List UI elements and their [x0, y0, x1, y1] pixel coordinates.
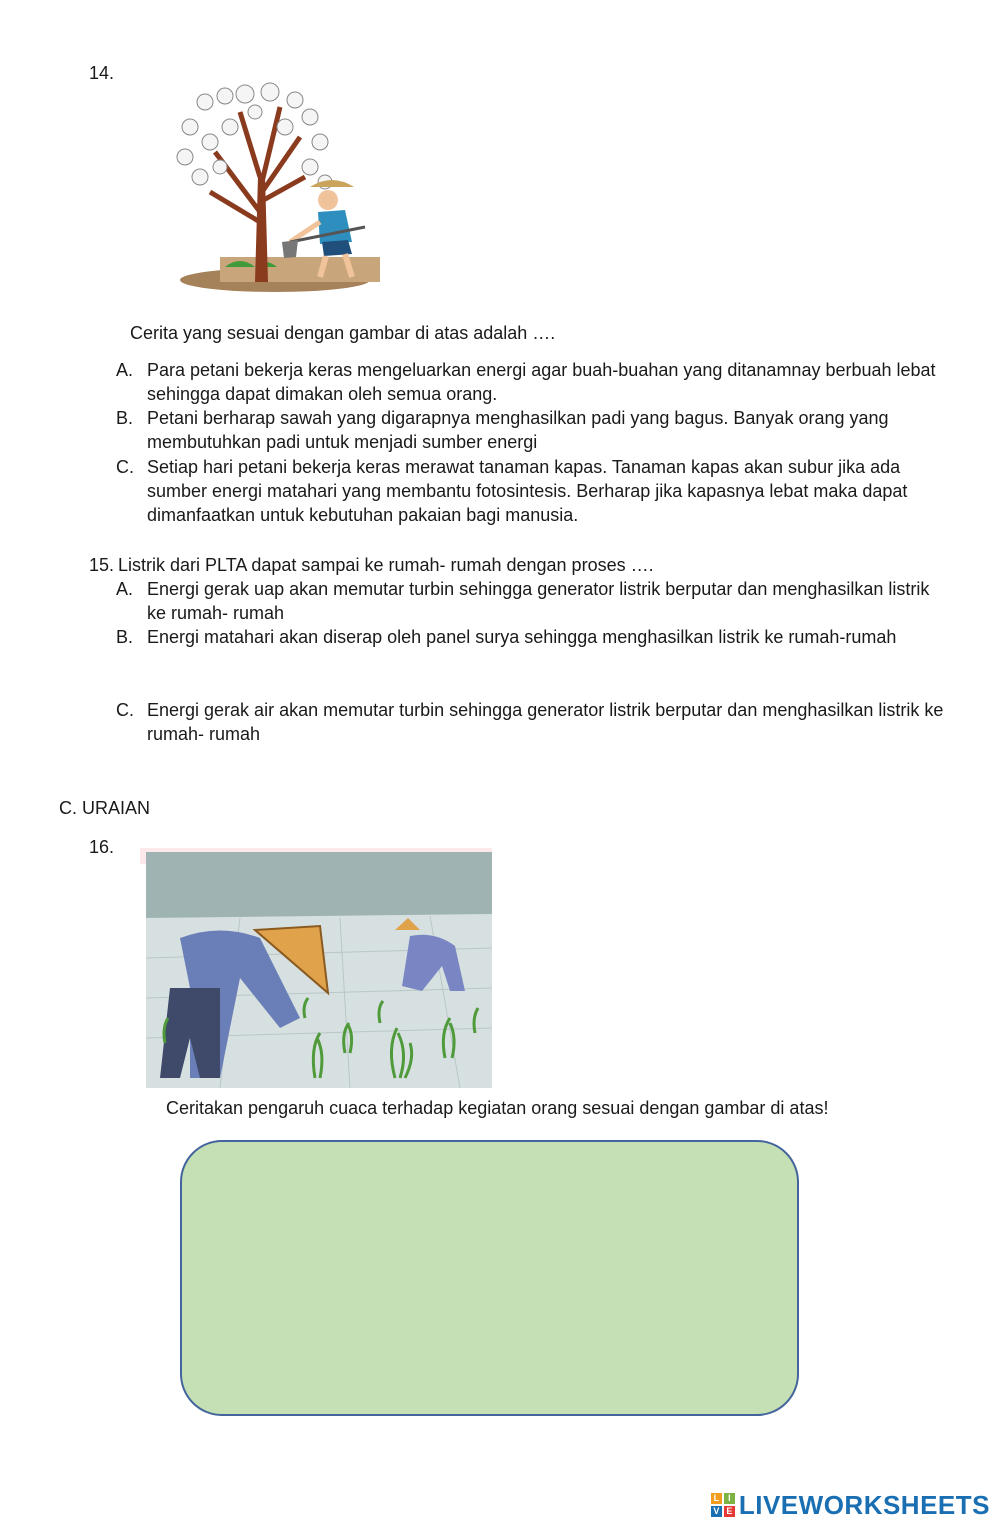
rice-planting-illustration: [140, 848, 492, 1088]
question-15-number: 15.: [89, 555, 115, 575]
logo-letter: I: [724, 1493, 735, 1504]
answer-textarea[interactable]: [180, 1140, 799, 1416]
liveworksheets-logo: [711, 1490, 990, 1520]
option-letter: C.: [116, 457, 134, 477]
option-text: Energi gerak uap akan memutar turbin sehingga generator listrik berputar dan menghasilkan listrik ke rumah- rumah: [147, 579, 930, 623]
question-14-option-b[interactable]: [116, 406, 946, 454]
option-text: Energi gerak air akan memutar turbin sehingga generator listrik berputar dan menghasilkan listrik ke rumah- rumah: [147, 700, 944, 744]
option-letter: A.: [116, 579, 134, 599]
option-text: Petani berharap sawah yang digarapnya menghasilkan padi yang bagus. Banyak orang yang membutuhkan padi untuk menjadi sumber energi: [147, 408, 889, 452]
question-16-prompt: Ceritakan pengaruh cuaca terhadap kegiatan orang sesuai dengan gambar di atas!: [166, 1098, 829, 1118]
option-text: Para petani bekerja keras mengeluarkan energi agar buah-buahan yang ditanamnay berbuah lebat sehingga dapat dimakan oleh semua orang.: [147, 360, 936, 404]
question-14-option-a[interactable]: [116, 358, 946, 406]
question-16-number: 16.: [89, 837, 115, 857]
option-letter: B.: [116, 627, 134, 647]
logo-letter: V: [711, 1506, 722, 1517]
option-letter: A.: [116, 360, 134, 380]
question-14-number: 14.: [89, 63, 115, 83]
farmer-cotton-tree-illustration: [170, 82, 390, 297]
question-15-option-a[interactable]: [116, 577, 946, 625]
question-14-prompt: Cerita yang sesuai dengan gambar di atas adalah ….: [130, 323, 556, 343]
question-15-option-c[interactable]: [116, 698, 946, 746]
liveworksheets-mark-icon: [711, 1493, 735, 1517]
question-14-option-c[interactable]: [116, 455, 946, 527]
question-15-prompt: Listrik dari PLTA dapat sampai ke rumah- rumah dengan proses ….: [118, 555, 654, 575]
section-c-title: C. URAIAN: [59, 798, 151, 818]
option-letter: B.: [116, 408, 134, 428]
logo-letter: E: [724, 1506, 735, 1517]
question-15-option-b[interactable]: [116, 625, 916, 649]
option-text: Setiap hari petani bekerja keras merawat tanaman kapas. Tanaman kapas akan subur jika ada sumber energi matahari yang membantu fotosintesis. Berharap jika kapasnya lebat maka dapat dimanfaatkan untuk kebutuhan pakaian bagi manusia.: [147, 457, 908, 525]
option-letter: C.: [116, 700, 134, 720]
option-text: Energi matahari akan diserap oleh panel surya sehingga menghasilkan listrik ke rumah-rumah: [147, 627, 897, 647]
logo-letter: L: [711, 1493, 722, 1504]
liveworksheets-brand: LIVEWORKSHEETS: [738, 1490, 990, 1520]
